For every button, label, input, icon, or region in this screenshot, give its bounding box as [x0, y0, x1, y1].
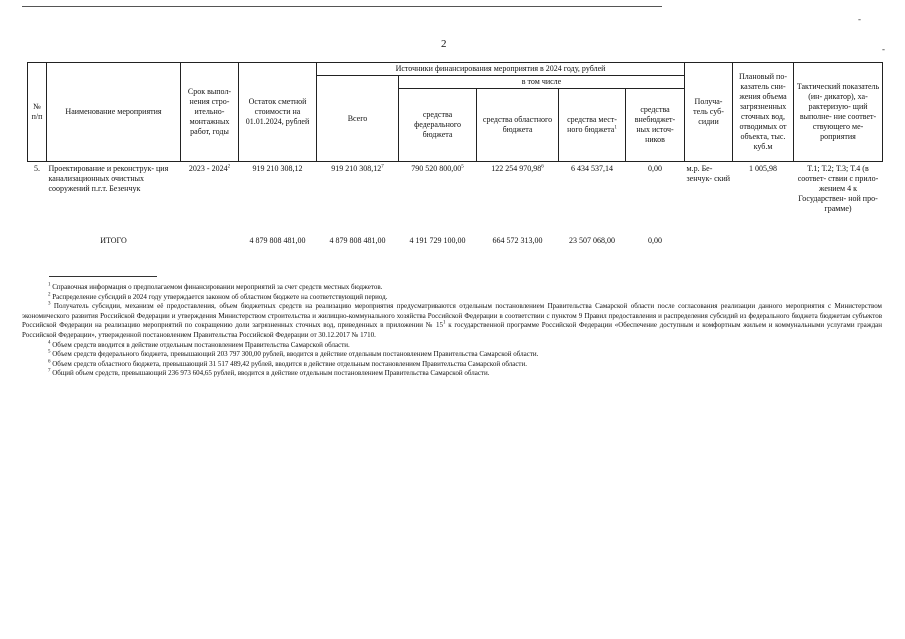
footnote	[22, 369, 882, 379]
col-regional-header: средства областного бюджета	[477, 89, 559, 162]
footnote-marker: 2	[48, 292, 51, 298]
sources-title-header: Источники финансирования мероприятия в 2024 году, рублей	[317, 63, 685, 76]
scan-mark: -	[858, 14, 861, 24]
footnote-ref: 5	[461, 164, 464, 170]
col-recipient-header: Получа- тель суб- сидии	[685, 63, 733, 162]
row-regional-value: 122 254 970,98	[491, 164, 542, 173]
footnote-text: Распределение субсидий в 2024 году утверждается законом об областном бюджете на соответствующий период.	[50, 292, 388, 301]
col-tactical-header: Тактический показатель (ин- дикатор), ха- рактеризую- щий выполне- ние соответ- ствующего ме- роприятия	[794, 63, 883, 162]
footnote-text: Общий объем средств, превышающий 236 973 604,65 рублей, вводится в действие отдельным постановлением Правительства Самарской области.	[50, 369, 490, 378]
footnote-marker: 4	[48, 340, 51, 346]
footnote	[22, 341, 882, 351]
page-number: 2	[441, 38, 447, 50]
row-term	[181, 162, 239, 234]
row-total-value: 919 210 308,12	[331, 164, 382, 173]
totals-regional: 664 572 313,00	[492, 236, 543, 245]
totals-row	[28, 233, 883, 249]
financing-table	[27, 62, 883, 249]
scan-mark: -	[882, 44, 885, 54]
row-recipient: м.р. Бе- зенчук- ский	[686, 164, 731, 183]
col-name-header: Наименование мероприятия	[47, 63, 181, 162]
col-term-header: Срок выпол- нения стро- ительно- монтажных работ, годы	[181, 63, 239, 162]
footnote-text: к государственной программе Российской Федерации «Обеспечение доступным и комфортным жильем и коммунальными услугами граждан Российской Федерации», утвержденной постановлением Правительства Российской Федерации от 30.12.2017 № 1710.	[22, 321, 882, 339]
totals-local: 23 507 068,00	[569, 236, 615, 245]
footnote-marker: 5	[48, 349, 51, 355]
row-tactical: Т.1; Т.2; Т.3; Т.4 (в соответ- ствии с прило- жением 4 к Государствен- ной про- грамме)	[797, 164, 879, 213]
footnotes	[22, 283, 882, 379]
footnote-text: Объем средств вводится в действие отдельным постановлением Правительства Самарской области.	[50, 340, 350, 349]
row-federal	[399, 162, 477, 234]
totals-extra: 0,00	[648, 236, 662, 245]
footnote	[22, 302, 882, 340]
col-local-label: средства мест- ного бюджета	[567, 115, 617, 134]
footnote	[22, 360, 882, 370]
footnote-marker: 7	[48, 369, 51, 375]
footnote-marker: 1	[443, 321, 446, 327]
footnote-divider	[49, 276, 157, 277]
footnote-marker: 1	[48, 282, 51, 288]
footnote-text: Справочная информация о предполагаемом финансировании мероприятий за счет средств местных бюджетов.	[50, 283, 383, 291]
totals-federal: 4 191 729 100,00	[409, 236, 466, 245]
footnote-ref: 7	[381, 164, 384, 170]
col-num-header: № п/п	[28, 63, 47, 162]
footnote-text: Получатель субсидии, механизм её предоставления, объем бюджетных средств на реализацию мероприятия предусматриваются отдельным постановлением Правительства Самарской области после согласования реализации данного мероприятия с Министерством экономического развития Российской Федерации и утверждения Министерством строительства и жилищно-коммунального хозяйства Российской Федерации в соответствии с пунктом 9 Правил предоставления и распределения субсидий из федерального бюджета бюджетам субъектов Российской Федерации на реализацию мероприятий по сокращению доли загрязненных сточных вод, приведенных в приложении № 15	[22, 302, 882, 330]
row-local: 6 434 537,14	[571, 164, 613, 173]
footnote-ref: 2	[227, 164, 231, 170]
row-term-value: 2023 - 2024	[188, 164, 228, 173]
row-name: Проектирование и реконструк- ция канализационных очистных сооружений п.г.т. Безенчук	[48, 164, 169, 193]
row-num: 5.	[34, 164, 40, 173]
totals-remainder: 4 879 808 481,00	[249, 236, 306, 245]
including-header: в том числе	[399, 76, 685, 89]
table-row	[28, 162, 883, 234]
header-row	[28, 63, 883, 76]
footnote-marker: 3	[48, 301, 51, 307]
row-planned: 1 005,98	[749, 164, 777, 173]
footnote-ref: 6	[541, 164, 544, 170]
footnote	[22, 350, 882, 360]
top-rule	[22, 6, 662, 7]
totals-label: ИТОГО	[100, 236, 127, 245]
footnote-text: Объем средств областного бюджета, превышающий 31 517 489,42 рублей, вводится в действие отдельным постановлением Правительства Самарской области.	[50, 359, 527, 368]
col-local-header	[559, 89, 626, 162]
col-remainder-header: Остаток сметной стоимости на 01.01.2024, рублей	[239, 63, 317, 162]
row-extra: 0,00	[648, 164, 662, 173]
row-remainder: 919 210 308,12	[252, 164, 303, 173]
row-total	[317, 162, 399, 234]
col-total-header: Всего	[317, 76, 399, 162]
footnote-marker: 6	[48, 359, 51, 365]
col-federal-header: средства федерального бюджета	[399, 89, 477, 162]
row-federal-value: 790 520 800,00	[411, 164, 462, 173]
footnote-ref: 1	[614, 125, 617, 131]
col-planned-header: Плановый по- казатель сни- жения объема загрязненных сточных вод, отводимых от объекта, тыс. куб.м	[733, 63, 794, 162]
footnote	[22, 283, 882, 293]
row-regional	[477, 162, 559, 234]
footnote	[22, 293, 882, 303]
footnote-text: Объем средств федерального бюджета, превышающий 203 797 300,00 рублей, вводится в действие отдельным постановлением Правительства Самарской области.	[50, 350, 539, 359]
col-extra-header: средства внебюджет- ных источ- ников	[626, 89, 685, 162]
totals-total: 4 879 808 481,00	[329, 236, 386, 245]
